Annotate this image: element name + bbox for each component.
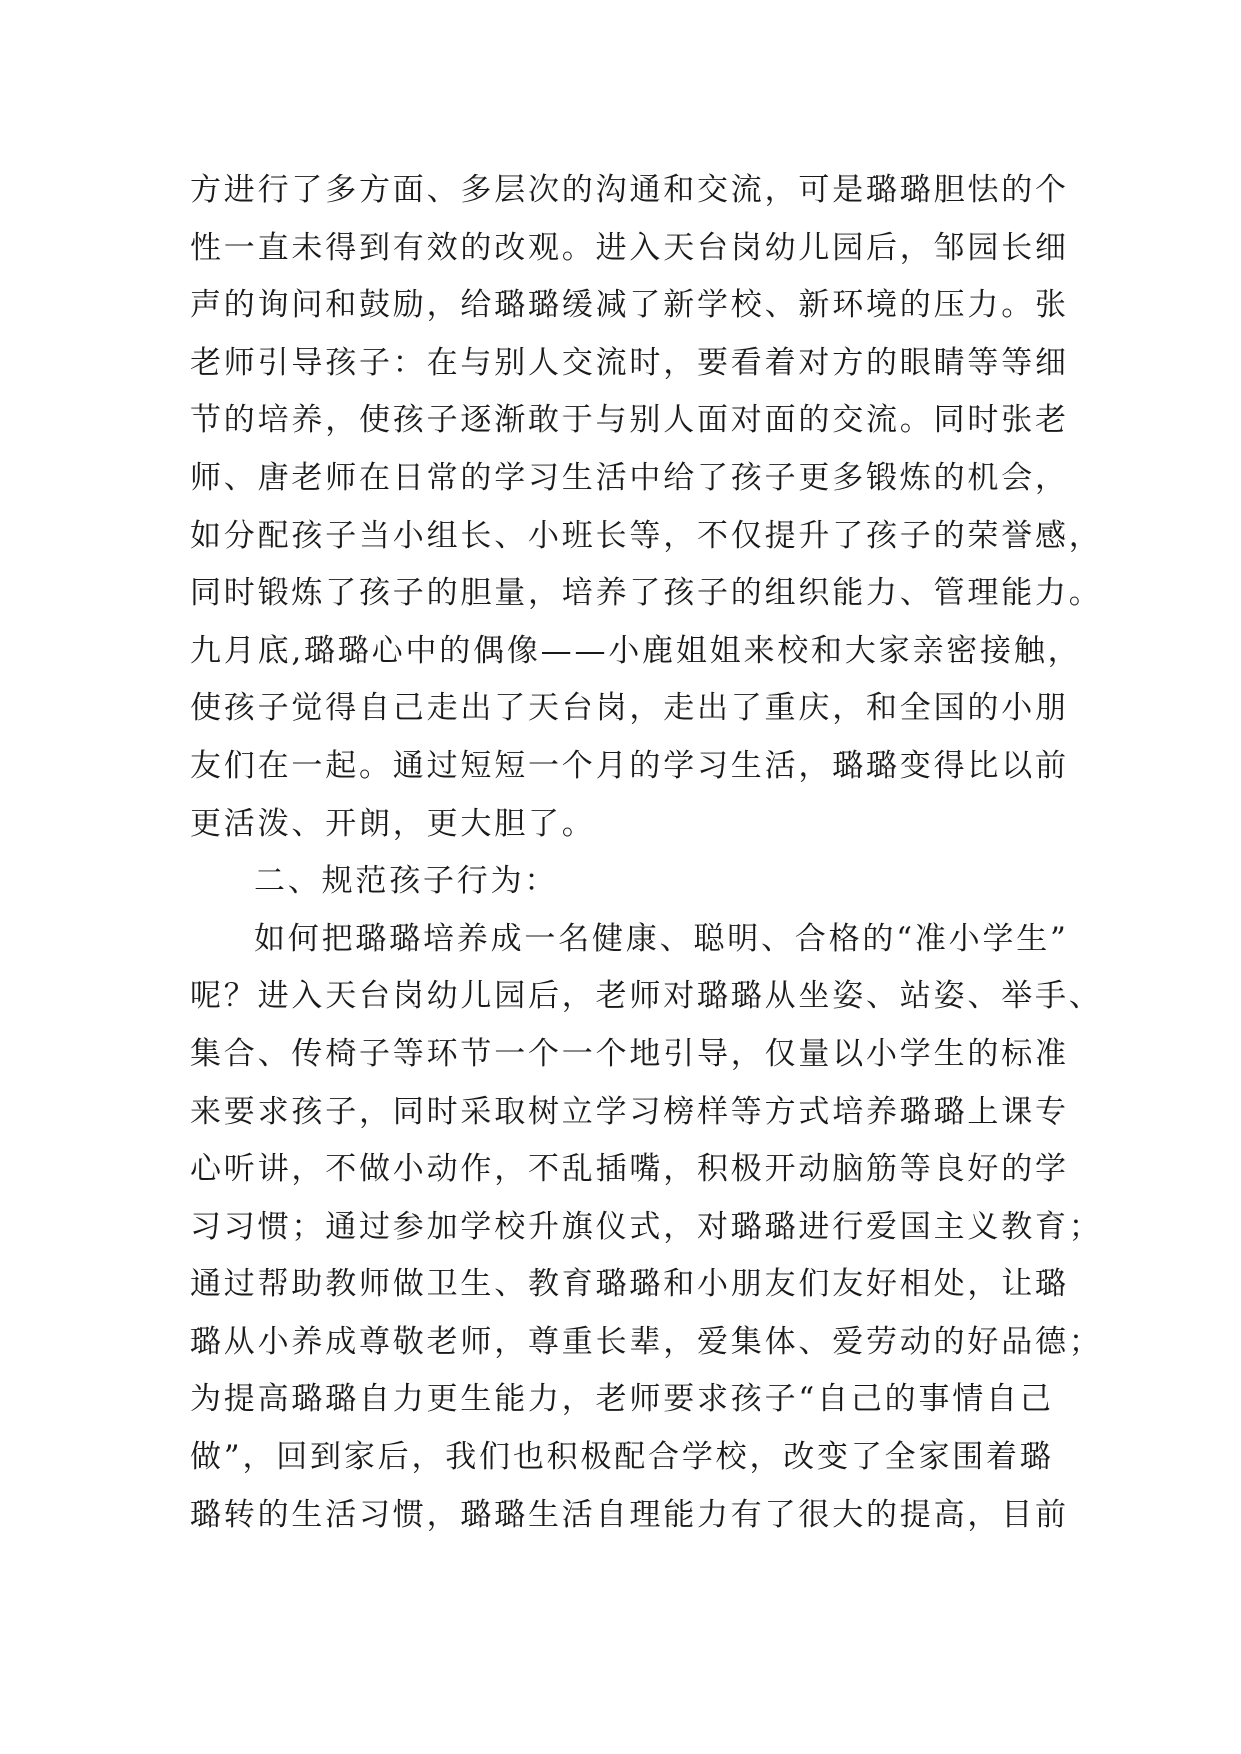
paragraph-parent-communication — [190, 162, 1103, 853]
text-line: 心听讲，不做小动作，不乱插嘴，积极开动脑筋等良好的学 — [190, 1151, 1069, 1188]
text-line: 做”，回到家后，我们也积极配合学校，改变了全家围着璐 — [190, 1439, 1054, 1476]
text-line: 性一直未得到有效的改观。进入天台岗幼儿园后，邹园长细 — [190, 229, 1069, 266]
text-line: 方进行了多方面、多层次的沟通和交流，可是璐璐胆怯的个 — [190, 172, 1069, 208]
text-line: 使孩子觉得自己走出了天台岗，走出了重庆，和全国的小朋 — [190, 690, 1069, 727]
text-line: 老师引导孩子：在与别人交流时，要看着对方的眼睛等等细 — [190, 344, 1069, 381]
text-line: 声的询问和鼓励，给璐璐缓减了新学校、新环境的压力。张 — [190, 287, 1069, 324]
text-line: 九月底,璐璐心中的偶像——小鹿姐姐来校和大家亲密接触， — [190, 632, 1082, 669]
text-line: 更活泼、开朗，更大胆了。 — [190, 805, 596, 842]
text-line: 友们在一起。通过短短一个月的学习生活，璐璐变得比以前 — [190, 747, 1069, 784]
text-line: 璐从小养成尊敬老师，尊重长辈，爱集体、爱劳动的好品德； — [190, 1323, 1103, 1360]
text-line: 为提高璐璐自力更生能力，老师要求孩子“自己的事情自己 — [190, 1381, 1054, 1418]
text-line: 集合、传椅子等环节一个一个地引导，仅量以小学生的标准 — [190, 1035, 1069, 1072]
text-line: 来要求孩子，同时采取树立学习榜样等方式培养璐璐上课专 — [190, 1093, 1069, 1130]
paragraph-behavior-guidance — [190, 911, 1103, 1545]
text-line: 如何把璐璐培养成一名健康、聪明、合格的“准小学生” — [254, 920, 1069, 957]
text-line: 呢？进入天台岗幼儿园后，老师对璐璐从坐姿、站姿、举手、 — [190, 978, 1103, 1015]
section-heading: 二、规范孩子行为： — [254, 863, 559, 900]
text-line: 璐转的生活习惯，璐璐生活自理能力有了很大的提高，目前 — [190, 1496, 1069, 1533]
text-line: 如分配孩子当小组长、小班长等，不仅提升了孩子的荣誉感， — [190, 517, 1103, 554]
text-line: 节的培养，使孩子逐渐敢于与别人面对面的交流。同时张老 — [190, 402, 1069, 439]
text-line: 通过帮助教师做卫生、教育璐璐和小朋友们友好相处，让璐 — [190, 1266, 1069, 1303]
document-body — [190, 162, 1103, 1544]
text-line: 师、唐老师在日常的学习生活中给了孩子更多锻炼的机会， — [190, 459, 1069, 496]
text-line: 习习惯；通过参加学校升旗仪式，对璐璐进行爱国主义教育； — [190, 1208, 1103, 1245]
text-line: 同时锻炼了孩子的胆量，培养了孩子的组织能力、管理能力。 — [190, 575, 1103, 612]
